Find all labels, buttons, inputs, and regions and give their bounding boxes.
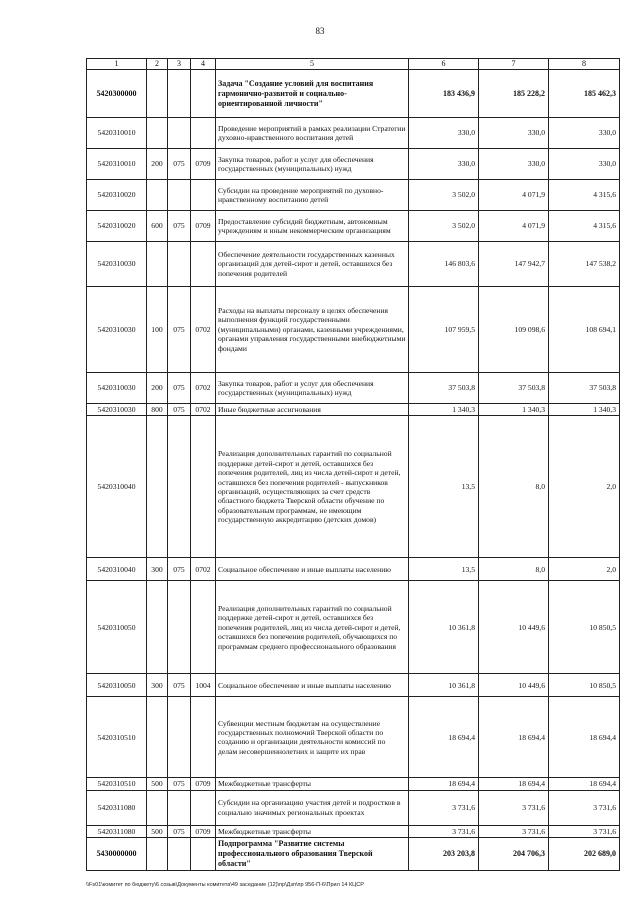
value-2025-cell: 4 071,9 bbox=[479, 180, 549, 211]
value-2026-cell: 330,0 bbox=[549, 118, 620, 149]
rz-cell bbox=[191, 118, 216, 149]
value-2024-cell: 3 731,6 bbox=[409, 825, 479, 837]
value-2026-cell: 2,0 bbox=[549, 416, 620, 558]
vr-cell bbox=[147, 118, 168, 149]
value-2024-cell: 13,5 bbox=[409, 416, 479, 558]
value-2024-cell: 10 361,8 bbox=[409, 581, 479, 674]
description-cell: Предоставление субсидий бюджетным, автономным учреждениям и иным некоммерческим организациям bbox=[216, 211, 409, 242]
value-2024-cell: 330,0 bbox=[409, 118, 479, 149]
value-2024-cell: 203 203,8 bbox=[409, 838, 479, 871]
code-cell: 5420310040 bbox=[87, 558, 147, 581]
header-cell: 7 bbox=[479, 59, 549, 70]
code-cell: 5420310050 bbox=[87, 581, 147, 674]
code-cell: 5420310010 bbox=[87, 149, 147, 180]
table-row bbox=[87, 558, 620, 581]
vr-cell: 200 bbox=[147, 373, 168, 404]
code-cell: 5430000000 bbox=[87, 838, 147, 871]
vr-cell: 100 bbox=[147, 287, 168, 373]
vr-cell: 600 bbox=[147, 211, 168, 242]
rz-cell bbox=[191, 838, 216, 871]
value-2026-cell: 1 340,3 bbox=[549, 404, 620, 416]
value-2026-cell: 10 850,5 bbox=[549, 674, 620, 697]
value-2024-cell: 3 731,6 bbox=[409, 790, 479, 825]
rz-cell: 0702 bbox=[191, 558, 216, 581]
table-row bbox=[87, 287, 620, 373]
value-2025-cell: 330,0 bbox=[479, 149, 549, 180]
value-2025-cell: 1 340,3 bbox=[479, 404, 549, 416]
value-2024-cell: 146 803,6 bbox=[409, 242, 479, 287]
table-row bbox=[87, 373, 620, 404]
table-row bbox=[87, 825, 620, 837]
value-2025-cell: 330,0 bbox=[479, 118, 549, 149]
description-cell: Подпрограмма "Развитие системы профессионального образования Тверской области" bbox=[216, 838, 409, 871]
gr-cell: 075 bbox=[168, 404, 191, 416]
value-2026-cell: 3 731,6 bbox=[549, 825, 620, 837]
description-cell: Субсидии на проведение мероприятий по духовно-нравственному воспитанию детей bbox=[216, 180, 409, 211]
value-2026-cell: 2,0 bbox=[549, 558, 620, 581]
gr-cell: 075 bbox=[168, 558, 191, 581]
description-cell: Закупка товаров, работ и услуг для обеспечения государственных (муниципальных) нужд bbox=[216, 373, 409, 404]
header-cell: 5 bbox=[216, 59, 409, 70]
value-2026-cell: 147 538,2 bbox=[549, 242, 620, 287]
value-2024-cell: 183 436,9 bbox=[409, 70, 479, 118]
page-number: 83 bbox=[315, 26, 325, 36]
value-2025-cell: 204 706,3 bbox=[479, 838, 549, 871]
rz-cell: 0702 bbox=[191, 404, 216, 416]
description-cell: Субсидии на организацию участия детей и подростков в социально значимых региональных проектах bbox=[216, 790, 409, 825]
gr-cell: 075 bbox=[168, 287, 191, 373]
vr-cell bbox=[147, 242, 168, 287]
code-cell: 5420310040 bbox=[87, 416, 147, 558]
table-row bbox=[87, 149, 620, 180]
value-2025-cell: 185 228,2 bbox=[479, 70, 549, 118]
rz-cell bbox=[191, 581, 216, 674]
gr-cell: 075 bbox=[168, 825, 191, 837]
vr-cell bbox=[147, 790, 168, 825]
description-cell: Межбюджетные трансферты bbox=[216, 778, 409, 790]
gr-cell bbox=[168, 697, 191, 778]
value-2025-cell: 3 731,6 bbox=[479, 825, 549, 837]
header-cell: 6 bbox=[409, 59, 479, 70]
rz-cell: 0709 bbox=[191, 149, 216, 180]
value-2026-cell: 4 315,6 bbox=[549, 180, 620, 211]
table-row bbox=[87, 404, 620, 416]
value-2026-cell: 185 462,3 bbox=[549, 70, 620, 118]
header-row bbox=[87, 59, 620, 70]
code-cell: 5420310020 bbox=[87, 211, 147, 242]
vr-cell: 500 bbox=[147, 778, 168, 790]
table-row bbox=[87, 416, 620, 558]
value-2025-cell: 147 942,7 bbox=[479, 242, 549, 287]
table-row bbox=[87, 674, 620, 697]
rz-cell bbox=[191, 416, 216, 558]
value-2024-cell: 3 502,0 bbox=[409, 211, 479, 242]
description-cell: Субвенции местным бюджетам на осуществление государственных полномочий Тверской области по созданию и организации деятельности комиссий по делам несовершеннолетних и защите их прав bbox=[216, 697, 409, 778]
value-2025-cell: 3 731,6 bbox=[479, 790, 549, 825]
code-cell: 5420310030 bbox=[87, 287, 147, 373]
rz-cell: 0709 bbox=[191, 825, 216, 837]
description-cell: Проведение мероприятий в рамках реализации Стратегии духовно-нравственного воспитания детей bbox=[216, 118, 409, 149]
gr-cell bbox=[168, 242, 191, 287]
description-cell: Обеспечение деятельности государственных казенных организаций для детей-сирот и детей, оставшихся без попечения родителей bbox=[216, 242, 409, 287]
value-2026-cell: 202 689,0 bbox=[549, 838, 620, 871]
rz-cell: 1004 bbox=[191, 674, 216, 697]
value-2025-cell: 18 694,4 bbox=[479, 778, 549, 790]
description-cell: Задача "Создание условий для воспитания гармонично-развитой и социально-ориентированной личности" bbox=[216, 70, 409, 118]
header-cell: 4 bbox=[191, 59, 216, 70]
value-2025-cell: 18 694,4 bbox=[479, 697, 549, 778]
gr-cell: 075 bbox=[168, 674, 191, 697]
description-cell: Расходы на выплаты персоналу в целях обеспечения выполнения функций государственными (муниципальными) органами, казенными учреждениями, органами управления государственными внебюджетными фондами bbox=[216, 287, 409, 373]
rz-cell: 0702 bbox=[191, 373, 216, 404]
table-row bbox=[87, 778, 620, 790]
table-row bbox=[87, 211, 620, 242]
value-2025-cell: 4 071,9 bbox=[479, 211, 549, 242]
value-2026-cell: 18 694,4 bbox=[549, 778, 620, 790]
gr-cell bbox=[168, 118, 191, 149]
value-2026-cell: 330,0 bbox=[549, 149, 620, 180]
header-cell: 2 bbox=[147, 59, 168, 70]
value-2025-cell: 8,0 bbox=[479, 416, 549, 558]
description-cell: Реализация дополнительных гарантий по социальной поддержке детей-сирот и детей, оставшихся без попечения родителей, лиц из числа детей-сирот и детей, оставшихся без попечения родителей, обучающихся по программам среднего профессионального образования bbox=[216, 581, 409, 674]
vr-cell: 300 bbox=[147, 674, 168, 697]
description-cell: Социальное обеспечение и иные выплаты населению bbox=[216, 674, 409, 697]
rz-cell: 0702 bbox=[191, 287, 216, 373]
value-2024-cell: 3 502,0 bbox=[409, 180, 479, 211]
description-cell: Межбюджетные трансферты bbox=[216, 825, 409, 837]
header-cell: 3 bbox=[168, 59, 191, 70]
value-2026-cell: 4 315,6 bbox=[549, 211, 620, 242]
table-row bbox=[87, 242, 620, 287]
value-2024-cell: 18 694,4 bbox=[409, 778, 479, 790]
gr-cell: 075 bbox=[168, 778, 191, 790]
value-2024-cell: 13,5 bbox=[409, 558, 479, 581]
code-cell: 5420311080 bbox=[87, 825, 147, 837]
gr-cell bbox=[168, 416, 191, 558]
description-cell: Иные бюджетные ассигнования bbox=[216, 404, 409, 416]
table-row bbox=[87, 790, 620, 825]
table-row bbox=[87, 70, 620, 118]
value-2024-cell: 37 503,8 bbox=[409, 373, 479, 404]
value-2026-cell: 37 503,8 bbox=[549, 373, 620, 404]
vr-cell: 800 bbox=[147, 404, 168, 416]
gr-cell: 075 bbox=[168, 373, 191, 404]
description-cell: Социальное обеспечение и иные выплаты населению bbox=[216, 558, 409, 581]
code-cell: 5420300000 bbox=[87, 70, 147, 118]
table-row bbox=[87, 118, 620, 149]
file-path-footer: \\Fs01\комитет по бюджету\6 созыв\Документы комитета\49 заседание (12)\пр\Дзп\пр 956-П-6\Прил 14 КЦСР bbox=[86, 882, 364, 888]
vr-cell bbox=[147, 70, 168, 118]
code-cell: 5420310030 bbox=[87, 242, 147, 287]
gr-cell: 075 bbox=[168, 149, 191, 180]
code-cell: 5420310010 bbox=[87, 118, 147, 149]
vr-cell bbox=[147, 180, 168, 211]
rz-cell bbox=[191, 697, 216, 778]
description-cell: Закупка товаров, работ и услуг для обеспечения государственных (муниципальных) нужд bbox=[216, 149, 409, 180]
table-row bbox=[87, 581, 620, 674]
gr-cell bbox=[168, 581, 191, 674]
code-cell: 5420310030 bbox=[87, 373, 147, 404]
header-cell: 1 bbox=[87, 59, 147, 70]
value-2026-cell: 10 850,5 bbox=[549, 581, 620, 674]
header-cell: 8 bbox=[549, 59, 620, 70]
vr-cell bbox=[147, 581, 168, 674]
value-2026-cell: 108 694,1 bbox=[549, 287, 620, 373]
rz-cell bbox=[191, 70, 216, 118]
value-2025-cell: 10 449,6 bbox=[479, 581, 549, 674]
value-2024-cell: 18 694,4 bbox=[409, 697, 479, 778]
code-cell: 5420310510 bbox=[87, 697, 147, 778]
table-row bbox=[87, 180, 620, 211]
table-row bbox=[87, 697, 620, 778]
code-cell: 5420311080 bbox=[87, 790, 147, 825]
value-2025-cell: 8,0 bbox=[479, 558, 549, 581]
code-cell: 5420310030 bbox=[87, 404, 147, 416]
gr-cell bbox=[168, 838, 191, 871]
rz-cell: 0709 bbox=[191, 778, 216, 790]
vr-cell bbox=[147, 697, 168, 778]
rz-cell bbox=[191, 242, 216, 287]
gr-cell bbox=[168, 790, 191, 825]
vr-cell: 300 bbox=[147, 558, 168, 581]
code-cell: 5420310510 bbox=[87, 778, 147, 790]
rz-cell bbox=[191, 180, 216, 211]
vr-cell bbox=[147, 838, 168, 871]
value-2026-cell: 18 694,4 bbox=[549, 697, 620, 778]
value-2024-cell: 107 959,5 bbox=[409, 287, 479, 373]
code-cell: 5420310050 bbox=[87, 674, 147, 697]
gr-cell bbox=[168, 180, 191, 211]
rz-cell bbox=[191, 790, 216, 825]
rz-cell: 0709 bbox=[191, 211, 216, 242]
budget-table bbox=[86, 58, 620, 871]
value-2026-cell: 3 731,6 bbox=[549, 790, 620, 825]
value-2024-cell: 330,0 bbox=[409, 149, 479, 180]
table-row bbox=[87, 838, 620, 871]
value-2024-cell: 1 340,3 bbox=[409, 404, 479, 416]
value-2025-cell: 109 098,6 bbox=[479, 287, 549, 373]
value-2024-cell: 10 361,8 bbox=[409, 674, 479, 697]
value-2025-cell: 10 449,6 bbox=[479, 674, 549, 697]
vr-cell bbox=[147, 416, 168, 558]
gr-cell bbox=[168, 70, 191, 118]
value-2025-cell: 37 503,8 bbox=[479, 373, 549, 404]
description-cell: Реализация дополнительных гарантий по социальной поддержке детей-сирот и детей, оставшихся без попечения родителей, лиц из числа детей-сирот и детей, оставшихся без попечения родителей - выпускников организаций, осуществляющих за счет средств областного бюджета Тверской области обучение по образовательным программам, не имеющим государственную аккредитацию (детских домов) bbox=[216, 416, 409, 558]
vr-cell: 500 bbox=[147, 825, 168, 837]
gr-cell: 075 bbox=[168, 211, 191, 242]
vr-cell: 200 bbox=[147, 149, 168, 180]
code-cell: 5420310020 bbox=[87, 180, 147, 211]
